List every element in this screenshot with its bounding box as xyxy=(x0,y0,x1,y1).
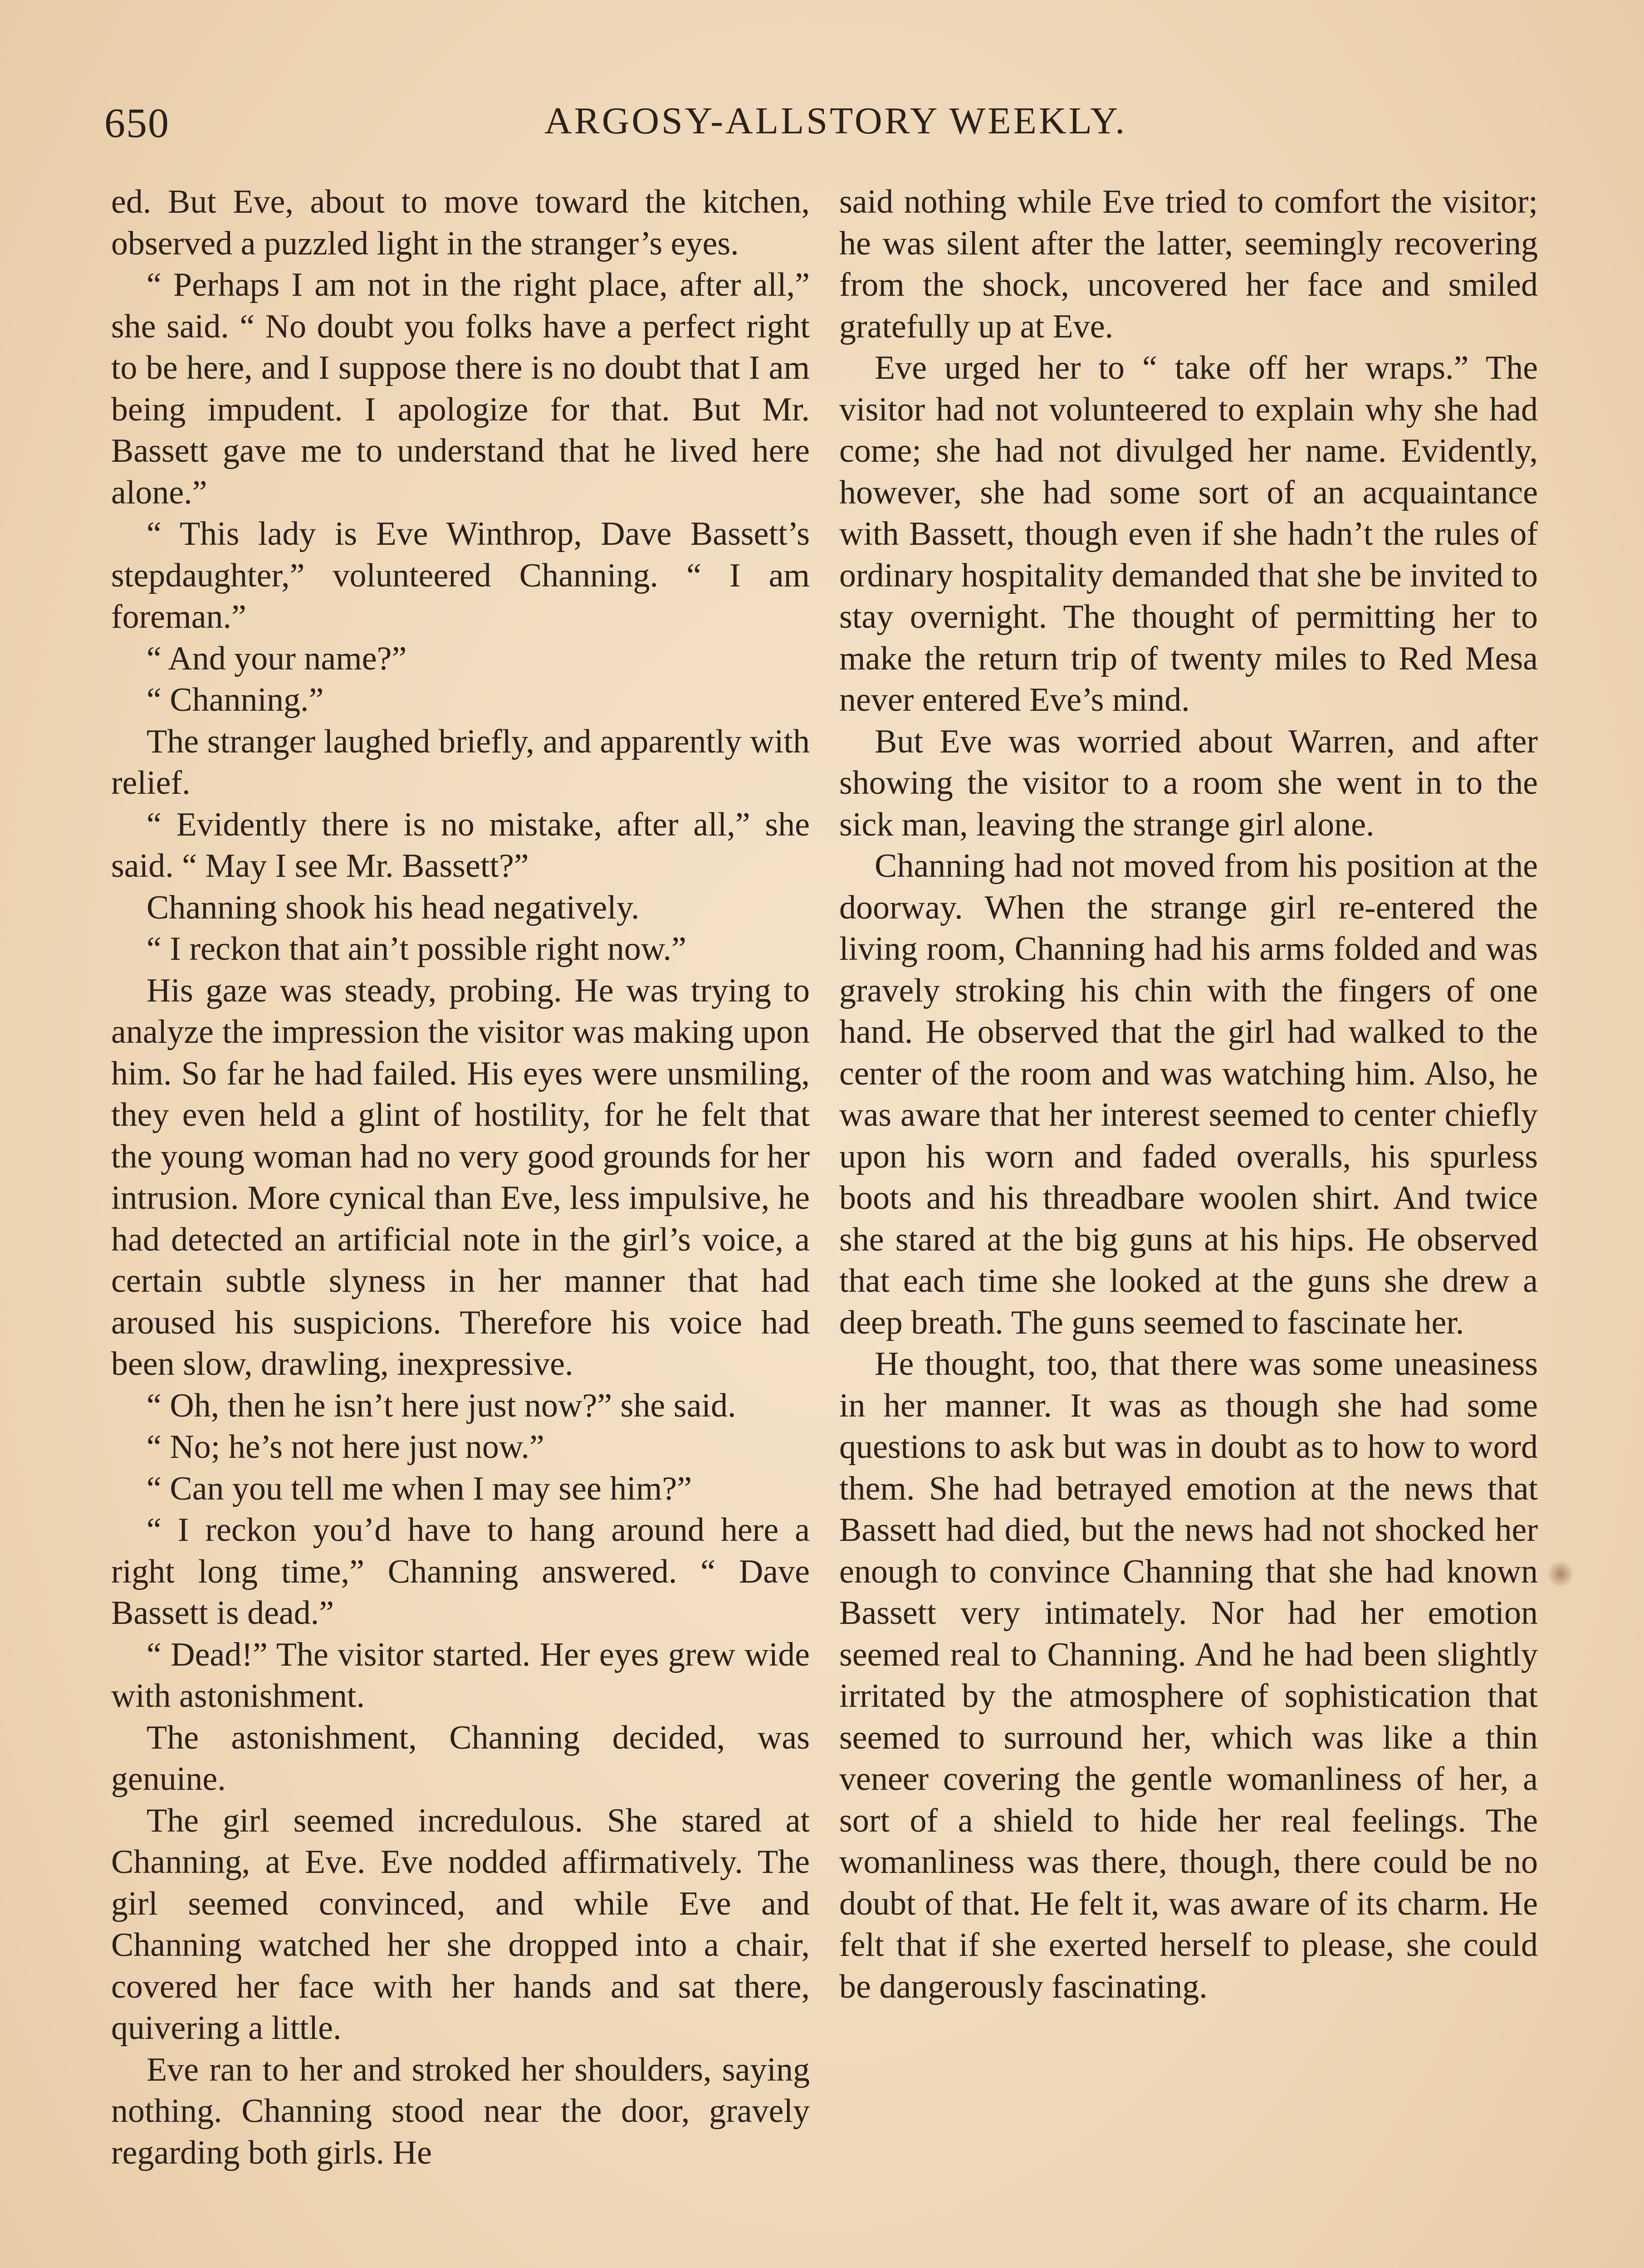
paragraph: said nothing while Eve tried to comfort the visitor; he was silent after the latter, seemingly recovering from the shock, uncovered her face and smiled gratefully up at Eve. xyxy=(839,183,1538,345)
paragraph: He thought, too, that there was some uneasiness in her manner. It was as though she had some questions to ask but was in doubt as to how to word them. She had betrayed emotion at the news that Bassett had died, but the news had not shocked her enough to convince Channing that she had known Bassett very intimately. Nor had her emotion seemed real to Channing. And he had been slightly irritated by the atmosphere of sophistication that seemed to surround her, which was like a thin veneer covering the gentle womanliness of her, a sort of a shield to hide her real feelings. The womanliness was there, though, there could be no doubt of that. He felt it, was aware of its charm. He felt that if she exerted herself to please, she could be dangerously fascinating. xyxy=(839,1345,1538,2005)
paragraph: The astonishment, Channing decided, was genuine. xyxy=(111,1719,810,1798)
running-header xyxy=(104,99,1542,149)
paragraph: His gaze was steady, probing. He was trying to analyze the impression the visitor was making upon him. So far he had failed. His eyes were unsmiling, they even held a glint of hostility, for he felt that the young woman had no very good grounds for her intrusion. More cynical than Eve, less impulsive, he had detected an artificial note in the girl’s voice, a certain subtle slyness in her manner that had aroused his suspicions. Therefore his voice had been slow, drawling, inexpressive. xyxy=(111,972,810,1383)
paragraph: “ Oh, then he isn’t here just now?” she said. xyxy=(147,1387,736,1424)
left-column xyxy=(111,181,810,2174)
paragraph: ed. But Eve, about to move toward the kitchen, observed a puzzled light in the stranger’s eyes. xyxy=(111,183,810,262)
journal-title: ARGOSY-ALLSTORY WEEKLY. xyxy=(544,100,1127,142)
paragraph: “ Evidently there is no mistake, after all,” she said. “ May I see Mr. Bassett?” xyxy=(111,806,810,885)
paragraph: “ I reckon you’d have to hang around here a right long time,” Channing answered. “ Dave Bassett is dead.” xyxy=(111,1511,810,1632)
paragraph: “ Can you tell me when I may see him?” xyxy=(147,1470,692,1507)
paragraph: Eve ran to her and stroked her shoulders, saying nothing. Channing stood near the door, gravely regarding both girls. He xyxy=(111,2051,810,2171)
paragraph: “ And your name?” xyxy=(147,640,407,677)
right-column xyxy=(839,181,1538,2008)
paper-stain xyxy=(1547,1560,1574,1588)
paragraph: Eve urged her to “ take off her wraps.” The visitor had not volunteered to explain why she had come; she had not divulged her name. Evidently, however, she had some sort of an acquaintance with Bassett, though even if she hadn’t the rules of ordinary hospitality demanded that she be invited to stay overnight. The thought of permitting her to make the return trip of twenty miles to Red Mesa never entered Eve’s mind. xyxy=(839,349,1538,719)
paragraph: But Eve was worried about Warren, and after showing the visitor to a room she went in to the sick man, leaving the strange girl alone. xyxy=(839,723,1538,843)
paragraph: “ No; he’s not here just now.” xyxy=(147,1428,544,1466)
paragraph: Channing had not moved from his position at the doorway. When the strange girl re-entered the living room, Channing had his arms folded and was gravely stroking his chin with the fingers of one hand. He observed that the girl had walked to the center of the room and was watching him. Also, he was aware that her interest seemed to center chiefly upon his worn and faded overalls, his spurless boots and his threadbare woolen shirt. And twice she stared at the big guns at his hips. He observed that each time she looked at the guns she drew a deep breath. The guns seemed to fascinate her. xyxy=(839,847,1538,1341)
paragraph: “ Perhaps I am not in the right place, after all,” she said. “ No doubt you folks have a perfect right to be here, and I suppose there is no doubt that I am being impudent. I apologize for that. But Mr. Bassett gave me to understand that he lived here alone.” xyxy=(111,266,810,511)
page-number: 650 xyxy=(104,100,170,146)
paragraph: “ Channing.” xyxy=(147,681,324,719)
paragraph: The stranger laughed briefly, and apparently with relief. xyxy=(111,723,810,802)
paragraph: The girl seemed incredulous. She stared at Channing, at Eve. Eve nodded affirmatively. The girl seemed convinced, and while Eve and Channing watched her she dropped into a chair, covered her face with her hands and sat there, quivering a little. xyxy=(111,1802,810,2047)
paragraph: “ Dead!” The visitor started. Her eyes grew wide with astonishment. xyxy=(111,1636,810,1715)
paragraph: Channing shook his head negatively. xyxy=(147,889,640,926)
paragraph: “ This lady is Eve Winthrop, Dave Bassett’s stepdaughter,” volunteered Channing. “ I am foreman.” xyxy=(111,515,810,635)
paragraph: “ I reckon that ain’t possible right now.” xyxy=(147,930,686,968)
